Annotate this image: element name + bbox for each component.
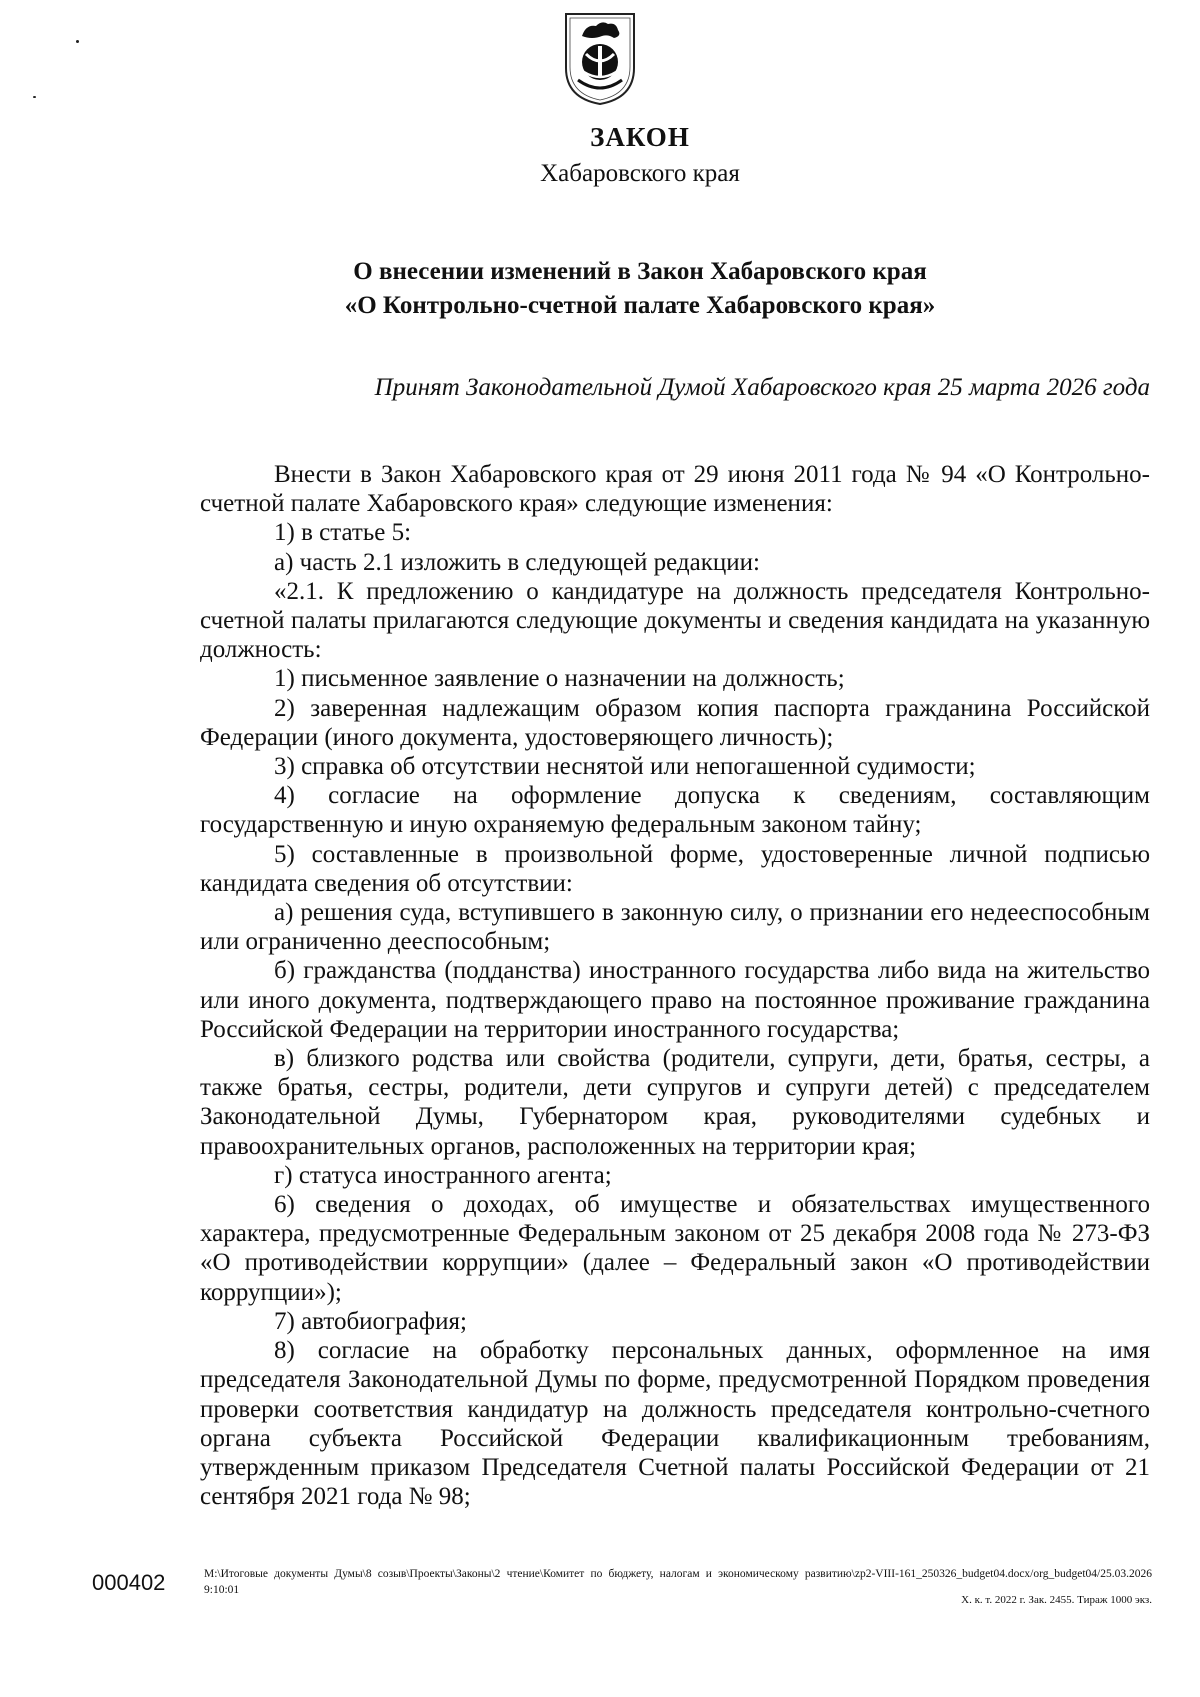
coat-of-arms-icon — [562, 10, 638, 106]
document-number: 000402 — [92, 1570, 166, 1595]
paragraph: 7) автобиография; — [274, 1307, 467, 1335]
paragraph: «2.1. К предложению о кандидатуре на должность председателя Контрольно-счетной палаты прилагаются следующие документы и сведения кандидата на указанную должность: — [200, 577, 1150, 664]
paragraph: 1) письменное заявление о назначении на должность; — [274, 665, 845, 693]
paragraph: 4) согласие на оформление допуска к сведениям, составляющим государственную и иную охраняемую федеральным законом тайну; — [200, 782, 1150, 839]
law-body — [200, 460, 1150, 1511]
heading-line-1: О внесении изменений в Закон Хабаровского края — [353, 258, 927, 285]
paragraph: в) близкого родства или свойства (родители, супруги, дети, братья, сестры, а также братья, сестры, родители, дети супругов и супруги детей) с председателем Законодательной Думы, Губернатором края, руководителями судебных и правоохранительных органов, расположенных на территории края; — [200, 1045, 1150, 1160]
document-subtitle: Хабаровского края — [540, 160, 740, 187]
adoption-note: Принят Законодательной Думой Хабаровского края 25 марта 2026 года — [374, 374, 1150, 401]
paragraph: а) решения суда, вступившего в законную силу, о признании его недееспособным или ограниченно дееспособным; — [200, 899, 1150, 956]
paragraph: 3) справка об отсутствии неснятой или непогашенной судимости; — [274, 753, 976, 781]
paragraph: 8) согласие на обработку персональных данных, оформленное на имя председателя Законодательной Думы по форме, предусмотренной Порядком проведения проверки соответствия кандидатур на должность председателя контрольно-счетного органа субъекта Российской Федерации квалификационным требованиям, утвержденным приказом Председателя Счетной палаты Российской Федерации от 21 сентября 2021 года № 98; — [200, 1337, 1150, 1511]
paragraph: 2) заверенная надлежащим образом копия паспорта гражданина Российской Федерации (иного документа, удостоверяющего личность); — [200, 694, 1150, 751]
paragraph: г) статуса иностранного агента; — [274, 1161, 612, 1189]
law-heading — [40, 255, 1200, 323]
scan-speck — [33, 96, 36, 98]
heading-line-2: «О Контрольно-счетной палате Хабаровского края» — [344, 292, 936, 319]
paragraph: Внести в Закон Хабаровского края от 29 июня 2011 года № 94 «О Контрольно-счетной палате Хабаровского края» следующие изменения: — [200, 461, 1150, 518]
file-path: М:\Итоговые документы Думы\8 созыв\Проекты\Законы\2 чтение\Комитет по бюджету, налогам и экономическому развитию\zp2-VIII-161_250326_budget04.docx/org_budget04/25.03.2026 9:10:01 — [204, 1568, 1152, 1596]
paragraph: 6) сведения о доходах, об имуществе и обязательствах имущественного характера, предусмотренные Федеральным законом от 25 декабря 2008 года № 273-ФЗ «О противодействии коррупции» (далее – Федеральный закон «О противодействии коррупции»); — [200, 1191, 1150, 1306]
paragraph: а) часть 2.1 изложить в следующей редакции: — [274, 548, 760, 576]
scan-speck — [76, 40, 79, 43]
paragraph: 5) составленные в произвольной форме, удостоверенные личной подписью кандидата сведения об отсутствии: — [200, 840, 1150, 897]
print-info: Х. к. т. 2022 г. Зак. 2455. Тираж 1000 экз. — [961, 1594, 1152, 1606]
paragraph: б) гражданства (подданства) иностранного государства либо вида на жительство или иного документа, подтверждающего право на постоянное проживание гражданина Российской Федерации на территории иностранного государства; — [200, 957, 1150, 1043]
document-title: ЗАКОН — [590, 122, 690, 152]
paragraph: 1) в статье 5: — [274, 519, 412, 547]
